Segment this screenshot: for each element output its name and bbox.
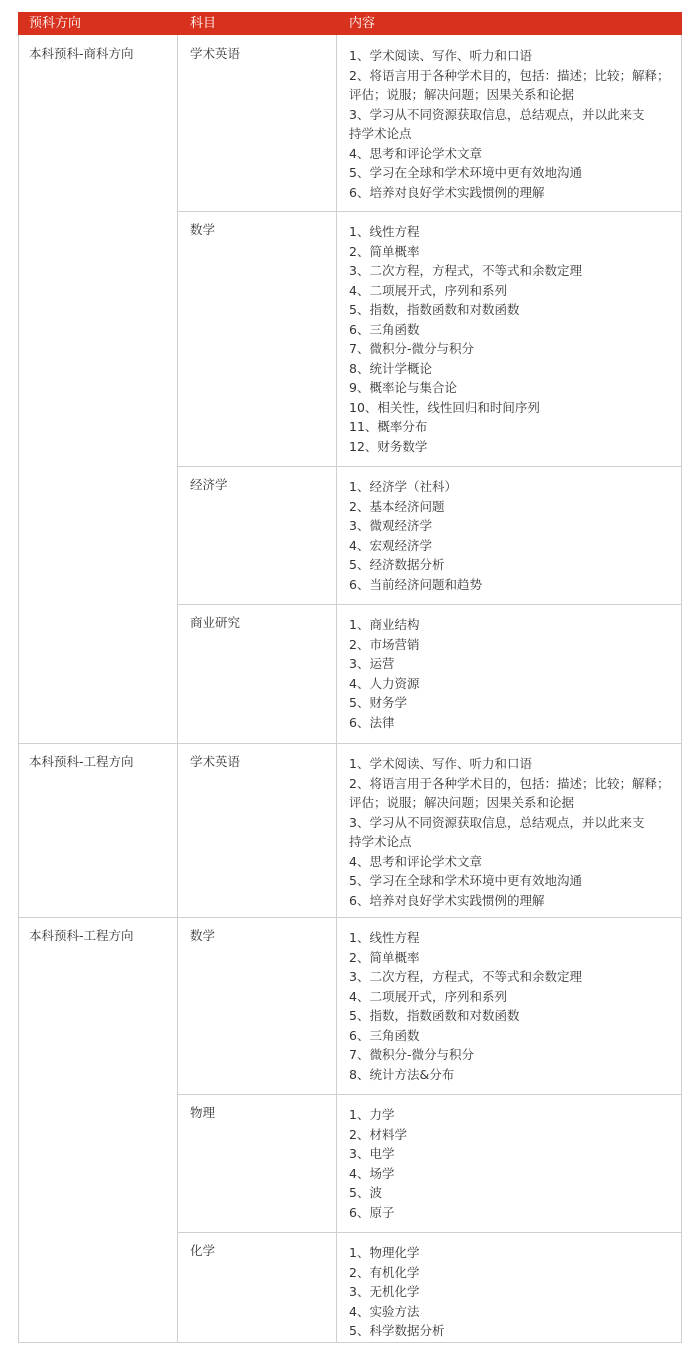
subject-cell: 物理 [190,1105,216,1120]
content-item: 评估；说服；解决问题；因果关系和论据 [349,87,575,102]
content-item: 4、思考和评论学术文章 [349,853,482,869]
content-item: 1、力学 [349,1107,395,1122]
subject-divider [177,466,682,467]
subject-divider [177,604,682,605]
content-item: 6、当前经济问题和趋势 [349,576,482,592]
header-subject: 科目 [190,16,217,31]
content-item: 6、法律 [349,714,395,730]
content-list [349,477,681,594]
content-item: 2、材料学 [349,1126,407,1142]
content-item: 7、微积分-微分与积分 [349,341,474,356]
content-item: 2、市场营销 [349,636,420,652]
content-list [349,46,681,202]
subject-cell: 商业研究 [190,615,241,630]
subject-divider [177,211,682,212]
content-item: 4、人力资源 [349,675,420,691]
content-item: 2、基本经济问题 [349,498,445,514]
content-item: 6、三角函数 [349,321,420,337]
content-item: 12、财务数学 [349,438,428,454]
content-item: 5、财务学 [349,695,407,710]
content-item: 4、思考和评论学术文章 [349,145,482,161]
content-item: 1、线性方程 [349,930,420,945]
subject-divider [177,1232,682,1233]
content-item: 5、指数，指数函数和对数函数 [349,302,520,317]
subject-cell: 学术英语 [190,754,241,769]
content-item: 4、场学 [349,1165,395,1181]
content-item: 11、概率分布 [349,419,428,434]
content-item: 持学术论点 [349,126,412,141]
content-item: 5、指数，指数函数和对数函数 [349,1008,520,1023]
content-item: 3、电学 [349,1146,395,1161]
direction-cell: 本科预科-工程方向 [29,928,134,943]
content-item: 8、统计学概论 [349,360,432,376]
subject-cell: 经济学 [190,477,228,492]
content-item: 评估；说服；解决问题；因果关系和论据 [349,795,575,810]
header-direction: 预科方向 [29,16,82,31]
header-content: 内容 [349,16,376,31]
grid-vertical-line [177,35,178,1343]
content-item: 9、概率论与集合论 [349,380,457,395]
table-header [18,12,682,35]
subject-cell: 数学 [190,928,216,943]
content-item: 1、物理化学 [349,1245,420,1260]
row-divider [18,917,682,918]
row-divider [18,743,682,744]
content-item: 持学术论点 [349,834,412,849]
subject-cell: 学术英语 [190,46,241,61]
content-list [349,1243,681,1341]
content-item: 5、科学数据分析 [349,1323,445,1338]
content-item: 3、学习从不同资源获取信息，总结观点，并以此来支 [349,106,645,122]
content-item: 3、微观经济学 [349,518,432,533]
content-item: 4、二项展开式，序列和系列 [349,282,507,298]
content-item: 2、将语言用于各种学术目的，包括：描述；比较；解释； [349,775,670,791]
content-list [349,754,681,910]
content-item: 1、经济学（社科） [349,479,457,494]
content-item: 10、相关性，线性回归和时间序列 [349,399,540,415]
content-item: 1、学术阅读、写作、听力和口语 [349,756,532,771]
content-item: 6、培养对良好学术实践惯例的理解 [349,184,545,200]
direction-cell: 本科预科-工程方向 [29,754,134,769]
subject-divider [177,1094,682,1095]
content-item: 4、宏观经济学 [349,537,432,553]
content-item: 6、原子 [349,1204,395,1220]
direction-cell: 本科预科-商科方向 [29,46,134,61]
content-item: 1、学术阅读、写作、听力和口语 [349,48,532,63]
content-item: 3、二次方程，方程式，不等式和余数定理 [349,263,582,278]
content-list [349,1105,681,1222]
content-item: 5、经济数据分析 [349,557,445,572]
content-item: 1、商业结构 [349,617,420,632]
content-item: 3、二次方程，方程式，不等式和余数定理 [349,969,582,984]
content-item: 2、将语言用于各种学术目的，包括：描述；比较；解释； [349,67,670,83]
content-item: 8、统计方法&分布 [349,1066,455,1082]
content-item: 5、波 [349,1185,382,1200]
content-item: 4、实验方法 [349,1303,420,1319]
content-item: 3、无机化学 [349,1284,420,1299]
content-item: 3、学习从不同资源获取信息，总结观点，并以此来支 [349,814,645,830]
grid-vertical-line [681,35,682,1343]
content-list [349,928,681,1084]
content-list [349,615,681,732]
content-item: 6、三角函数 [349,1027,420,1043]
subject-cell: 数学 [190,222,216,237]
content-item: 5、学习在全球和学术环境中更有效地沟通 [349,165,582,180]
content-item: 7、微积分-微分与积分 [349,1047,474,1062]
content-item: 5、学习在全球和学术环境中更有效地沟通 [349,873,582,888]
content-item: 3、运营 [349,656,395,671]
content-item: 2、简单概率 [349,949,420,965]
content-item: 1、线性方程 [349,224,420,239]
content-list [349,222,681,456]
content-item: 2、有机化学 [349,1264,420,1280]
grid-vertical-line [336,35,337,1343]
content-item: 6、培养对良好学术实践惯例的理解 [349,892,545,908]
content-item: 4、二项展开式，序列和系列 [349,988,507,1004]
row-divider [18,1342,682,1343]
content-item: 2、简单概率 [349,243,420,259]
subject-cell: 化学 [190,1243,216,1258]
grid-vertical-line [18,35,19,1343]
